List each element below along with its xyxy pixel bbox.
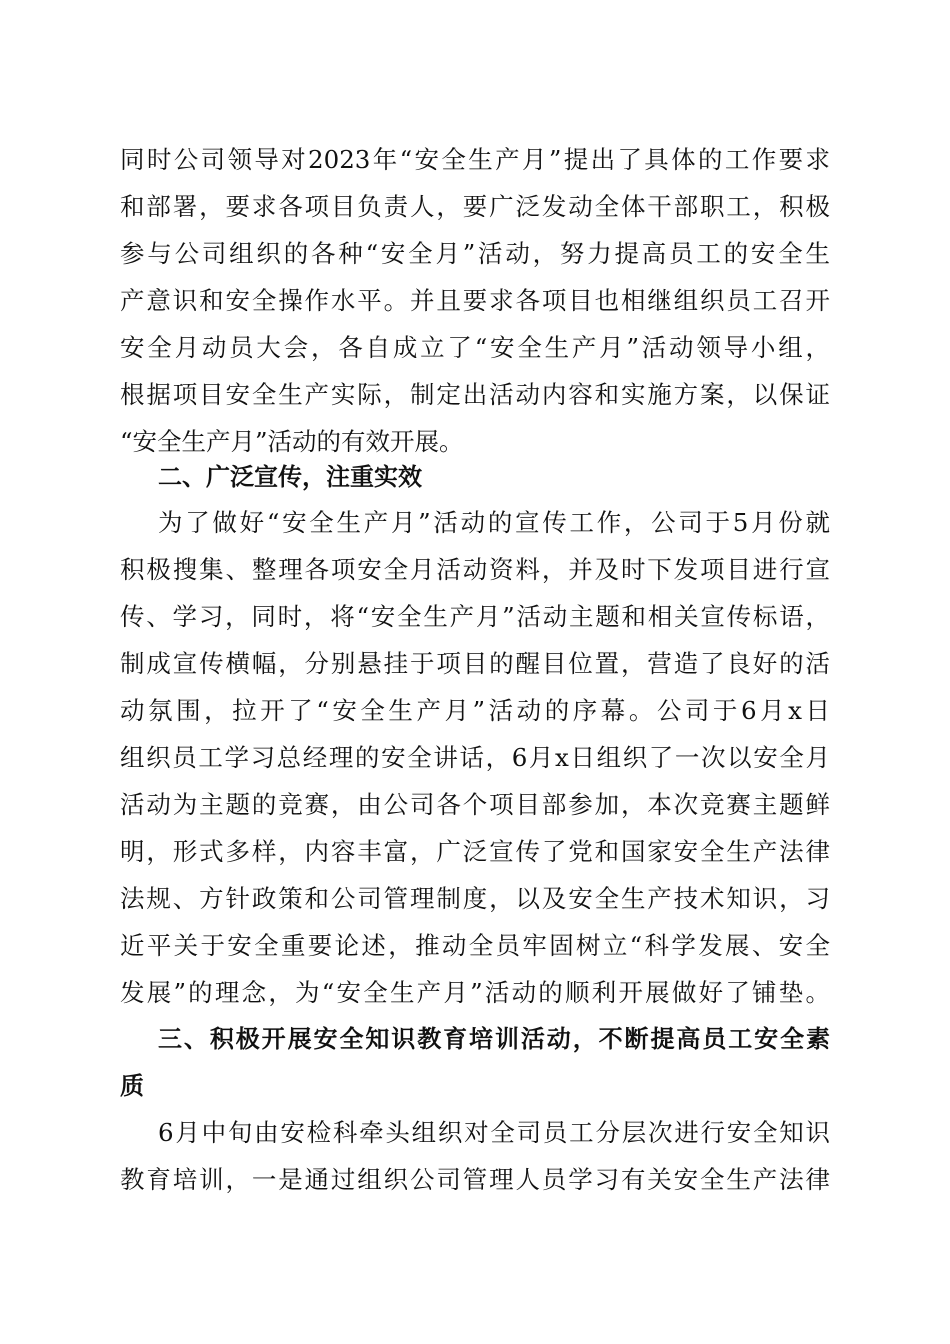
paragraph-line: 明，形式多样，内容丰富，广泛宣传了党和国家安全生产法律 — [120, 837, 830, 866]
paragraph-line: 同时公司领导对2023年“安全生产月”提出了具体的工作要求 — [120, 145, 830, 174]
section-heading-2: 二、广泛宣传，注重实效 — [158, 463, 422, 491]
paragraph-line: 根据项目安全生产实际，制定出活动内容和实施方案，以保证 — [120, 380, 830, 409]
paragraph-line: 6月中旬由安检科牵头组织对全司员工分层次进行安全知识 — [158, 1118, 830, 1147]
paragraph-line: 安全月动员大会，各自成立了“安全生产月”活动领导小组， — [120, 333, 830, 362]
paragraph-line: 发展”的理念，为“安全生产月”活动的顺利开展做好了铺垫。 — [120, 978, 830, 1007]
paragraph-line: “安全生产月”活动的有效开展。 — [120, 427, 464, 456]
paragraph-line: 和部署，要求各项目负责人，要广泛发动全体干部职工，积极 — [120, 192, 830, 221]
paragraph-line: 积极搜集、整理各项安全月活动资料，并及时下发项目进行宣 — [120, 555, 830, 584]
paragraph-line: 动氛围，拉开了“安全生产月”活动的序幕。公司于6月x日 — [120, 696, 830, 725]
section-heading-3-continued: 质 — [120, 1072, 144, 1100]
paragraph-line: 产意识和安全操作水平。并且要求各项目也相继组织员工召开 — [120, 286, 830, 315]
paragraph-line: 活动为主题的竞赛，由公司各个项目部参加，本次竞赛主题鲜 — [120, 790, 830, 819]
paragraph-line: 组织员工学习总经理的安全讲话，6月x日组织了一次以安全月 — [120, 743, 830, 772]
paragraph-line: 传、学习，同时，将“安全生产月”活动主题和相关宣传标语， — [120, 602, 830, 631]
section-heading-3: 三、积极开展安全知识教育培训活动，不断提高员工安全素 — [158, 1025, 830, 1053]
paragraph-line: 法规、方针政策和公司管理制度，以及安全生产技术知识，习 — [120, 884, 830, 913]
paragraph-line: 制成宣传横幅，分别悬挂于项目的醒目位置，营造了良好的活 — [120, 649, 830, 678]
paragraph-line: 教育培训，一是通过组织公司管理人员学习有关安全生产法律 — [120, 1165, 830, 1194]
paragraph-line: 近平关于安全重要论述，推动全员牢固树立“科学发展、安全 — [120, 931, 830, 960]
paragraph-line: 参与公司组织的各种“安全月”活动，努力提高员工的安全生 — [120, 239, 830, 268]
paragraph-line: 为了做好“安全生产月”活动的宣传工作，公司于5月份就 — [158, 508, 830, 537]
